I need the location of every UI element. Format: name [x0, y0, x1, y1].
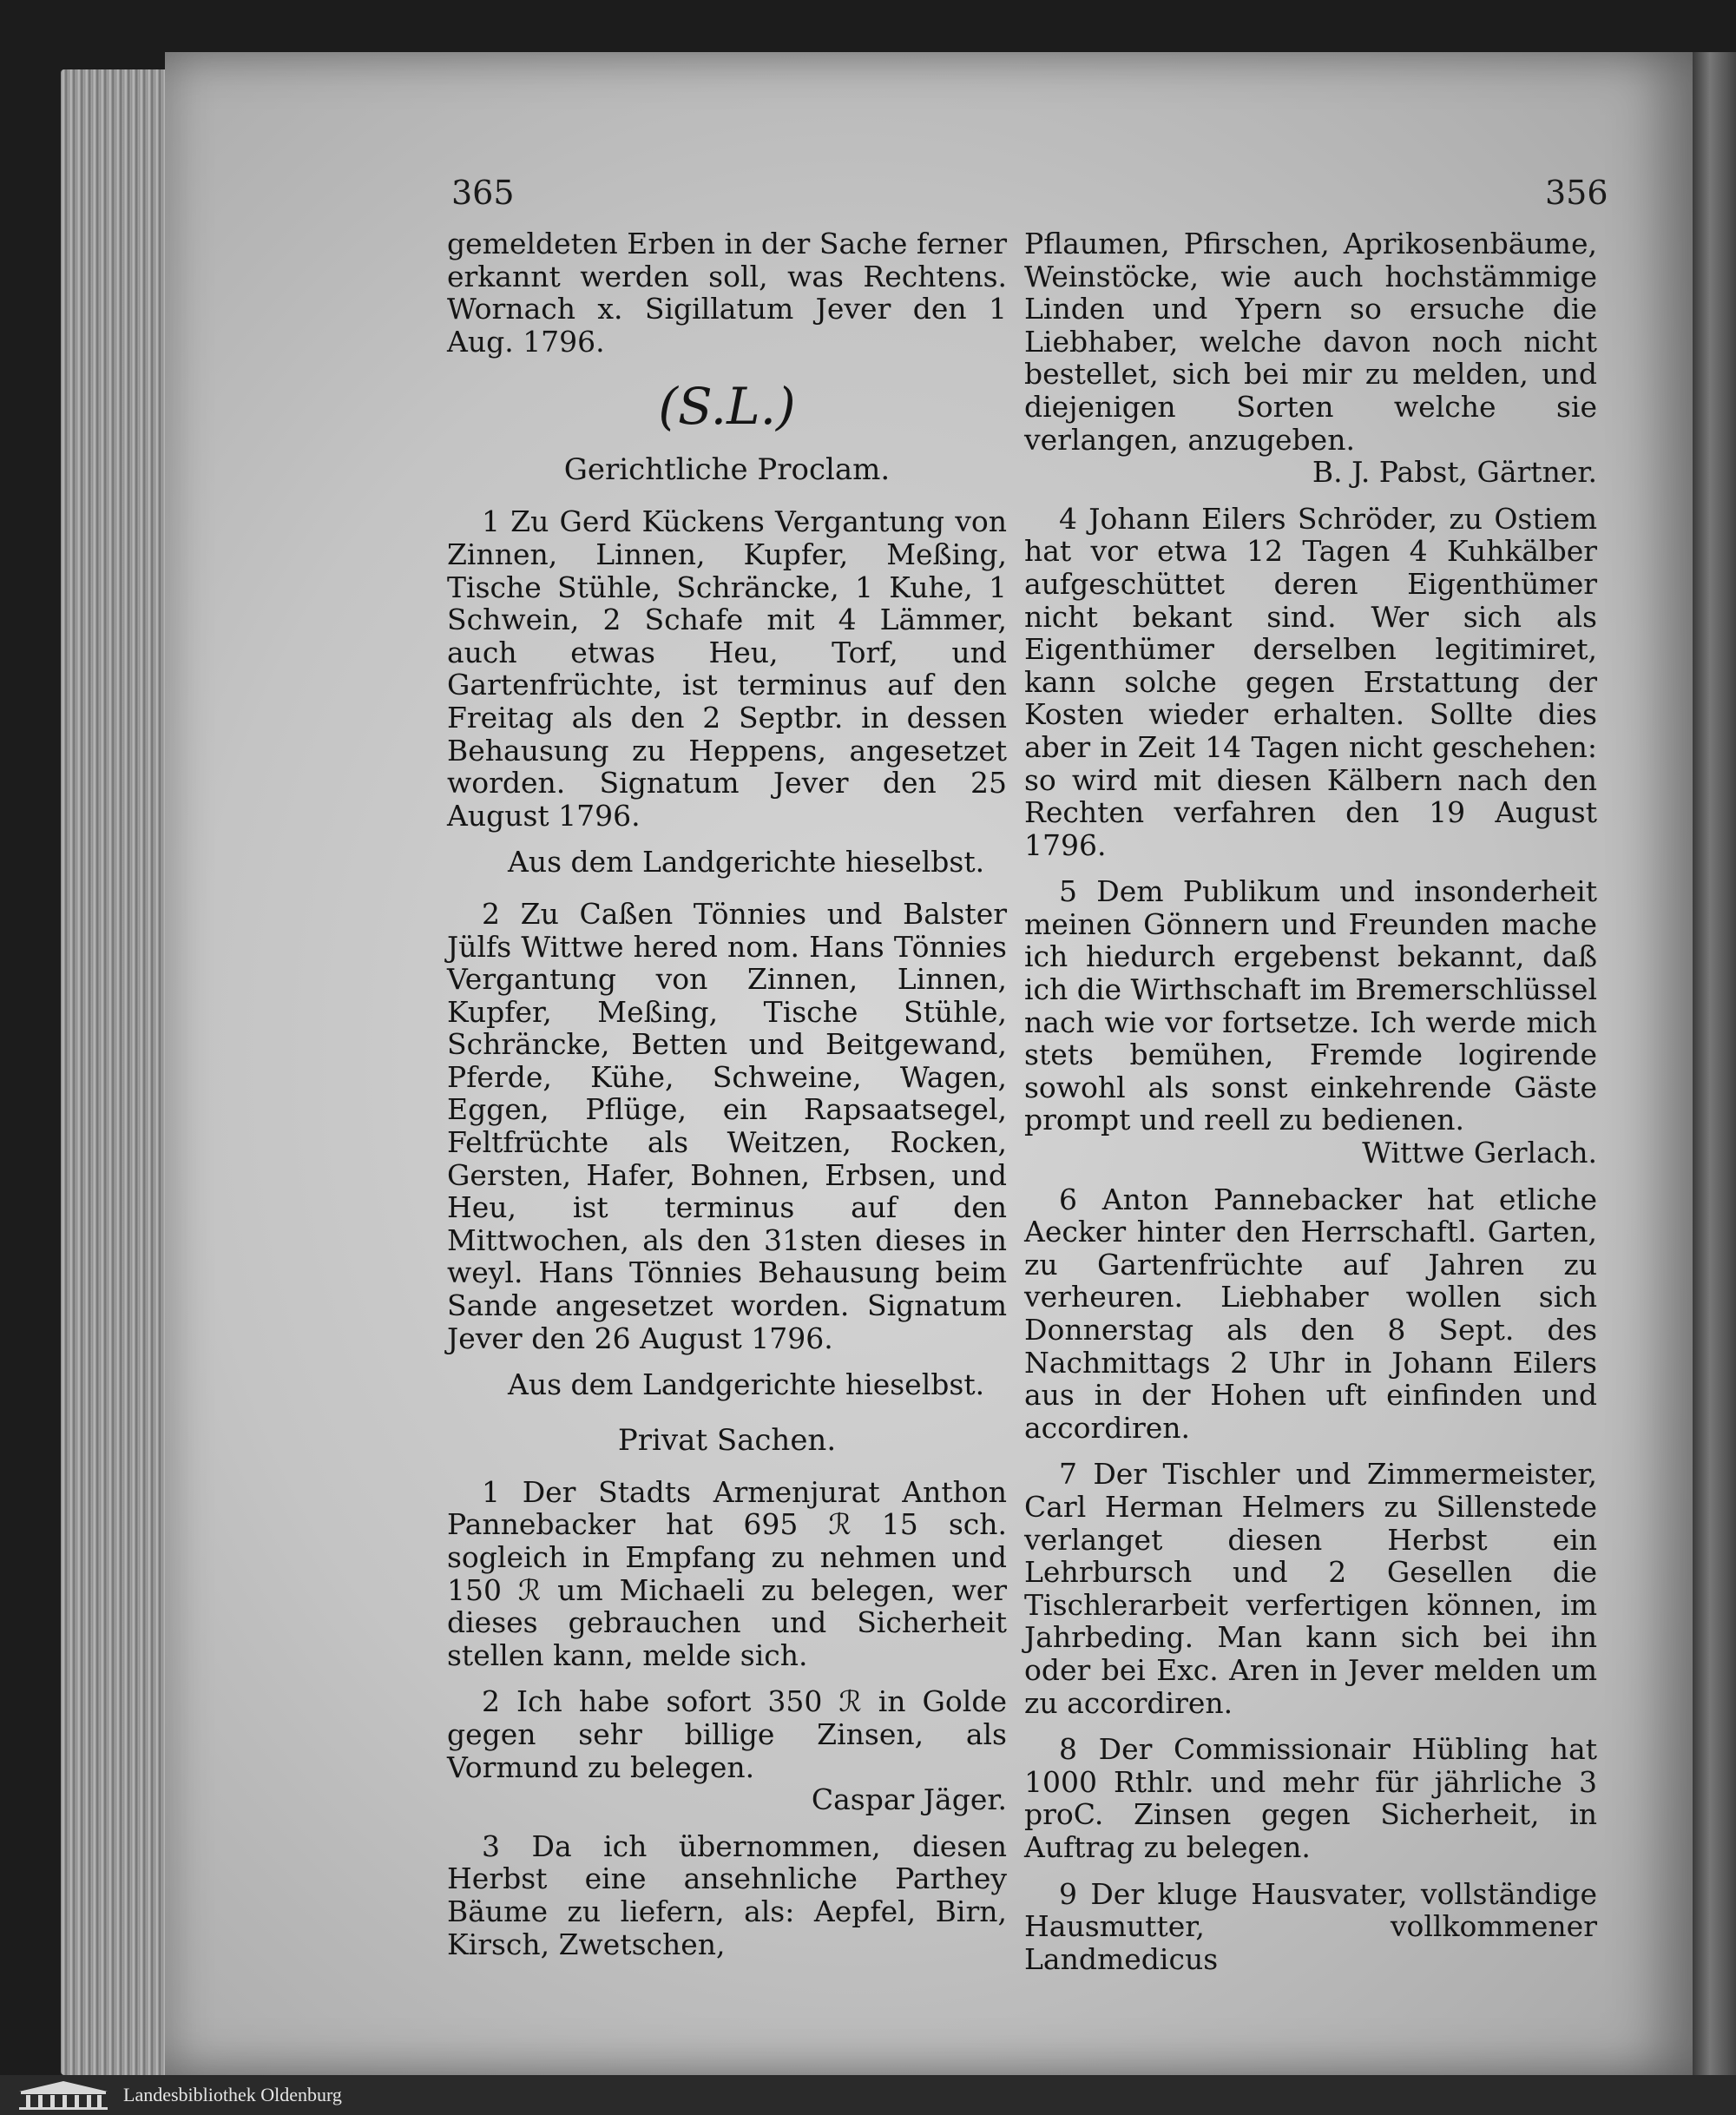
page-number-left: 365	[451, 174, 515, 212]
paragraph: 1 Zu Gerd Kückens Vergantung von Zinnen, Linnen, Kupfer, Meßing, Tische Stühle, Schräncke, 1 Kuhe, 1 Schwein, 2 Schafe mit 4 Lämmer, auch etwas Heu, Torf, und Gartenfrüchte, ist terminus auf den Freitag als den 2 Septbr. in dessen Behausung zu Heppens, angesetzet worden. Signatum Jever den 25 August 1796.	[447, 504, 1007, 833]
signature-line: B. J. Pabst, Gärtner.	[1312, 455, 1597, 490]
paragraph: 6 Anton Pannebacker hat etliche Aecker hinter den Herrschaftl. Garten, zu Gartenfrüchte auf Jahren zu verheuren. Liebhaber wollen sich Donnerstag als den 8 Sept. des Nachmittags 2 Uhr in Johann Eilers aus in der Hohen uft einfinden und accordiren.	[1024, 1182, 1597, 1445]
page-stack-edges	[61, 69, 174, 2075]
library-name: Landesbibliothek Oldenburg	[123, 2084, 342, 2105]
signature-line: Aus dem Landgerichte hieselbst.	[508, 845, 985, 880]
library-building-icon	[16, 2079, 111, 2111]
left-column	[447, 227, 1007, 1974]
paragraph: 9 Der kluge Hausvater, vollständige Hausmutter, vollkommener Landmedicus	[1024, 1876, 1597, 1976]
book-gutter-edge	[1693, 52, 1736, 2075]
footer-bar	[0, 2075, 1736, 2115]
section-heading: Privat Sachen.	[617, 1422, 837, 1458]
paragraph: 2 Ich habe sofort 350 ℛ in Golde gegen sehr billige Zinsen, als Vormund zu belegen.	[447, 1684, 1007, 1784]
paragraph: gemeldeten Erben in der Sache ferner erkannt werden soll, was Rechtens. Wornach x. Sigillatum Jever den 1 Aug. 1796.	[447, 227, 1007, 359]
signature-line: Wittwe Gerlach.	[1362, 1136, 1597, 1170]
paragraph: 4 Johann Eilers Schröder, zu Ostiem hat vor etwa 12 Tagen 4 Kuhkälber aufgeschüttet deren Eigenthümer nicht bekant sind. Wer sich als Eigenthümer derselben legitimiret, kann solche gegen Erstattung der Kosten wieder erhalten. Sollte dies aber in Zeit 14 Tagen nicht geschehen: so wird mit diesen Kälbern nach den Rechten verfahren den 19 August 1796.	[1024, 501, 1597, 862]
paragraph: 5 Dem Publikum und insonderheit meinen Gönnern und Freunden mache ich hiedurch ergebenst bekannt, daß ich die Wirthschaft im Bremerschlüssel nach wie vor fortsetze. Ich werde mich stets bemühen, Fremde logirende sowohl als sonst einkehrende Gäste prompt und reell zu bedienen.	[1024, 874, 1597, 1137]
paragraph: 8 Der Commissionair Hübling hat 1000 Rthlr. und mehr für jährliche 3 proC. Zinsen gegen Sicherheit, in Auftrag zu belegen.	[1024, 1732, 1597, 1864]
seal-mark: (S.L.)	[658, 377, 796, 437]
signature-line: Aus dem Landgerichte hieselbst.	[508, 1367, 985, 1402]
signature-line: Caspar Jäger.	[811, 1782, 1007, 1817]
section-heading: Gerichtliche Proclam.	[563, 452, 891, 488]
paragraph: 7 Der Tischler und Zimmermeister, Carl Herman Helmers zu Sillenstede verlanget diesen Herbst ein Lehrbursch und 2 Gesellen die Tischlerarbeit verfertigen können, im Jahrbeding. Man kann sich bei ihn oder bei Exc. Aren in Jever melden um zu accordiren.	[1024, 1457, 1597, 1720]
paragraph: 1 Der Stadts Armenjurat Anthon Pannebacker hat 695 ℛ 15 sch. sogleich in Empfang zu nehmen und 150 ℛ um Michaeli zu belegen, wer dieses gebrauchen und Sicherheit stellen kann, melde sich.	[447, 1474, 1007, 1672]
right-column	[1024, 227, 1597, 1989]
paragraph: 3 Da ich übernommen, diesen Herbst eine ansehnliche Parthey Bäume zu liefern, als: Aepfel, Birn, Kirsch, Zwetschen,	[447, 1828, 1007, 1961]
page-number-right: 356	[1545, 174, 1608, 212]
paragraph: Pflaumen, Pfirschen, Aprikosenbäume, Weinstöcke, wie auch hochstämmige Linden und Ypern so ersuche die Liebhaber, welche davon noch nicht bestellet, sich bei mir zu melden, und diejenigen Sorten welche sie verlangen, anzugeben.	[1024, 227, 1597, 457]
paragraph: 2 Zu Caßen Tönnies und Balster Jülfs Wittwe hered nom. Hans Tönnies Vergantung von Zinnen, Linnen, Kupfer, Meßing, Tische Stühle, Schräncke, Betten und Beitgewand, Pferde, Kühe, Schweine, Wagen, Eggen, Pflüge, ein Rapsaatsegel, Feltfrüchte als Weitzen, Rocken, Gersten, Hafer, Bohnen, Erbsen, und Heu, ist terminus auf den Mittwochen, als den 31sten dieses in weyl. Hans Tönnies Behausung beim Sande angesetzet worden. Signatum Jever den 26 August 1796.	[447, 896, 1007, 1355]
